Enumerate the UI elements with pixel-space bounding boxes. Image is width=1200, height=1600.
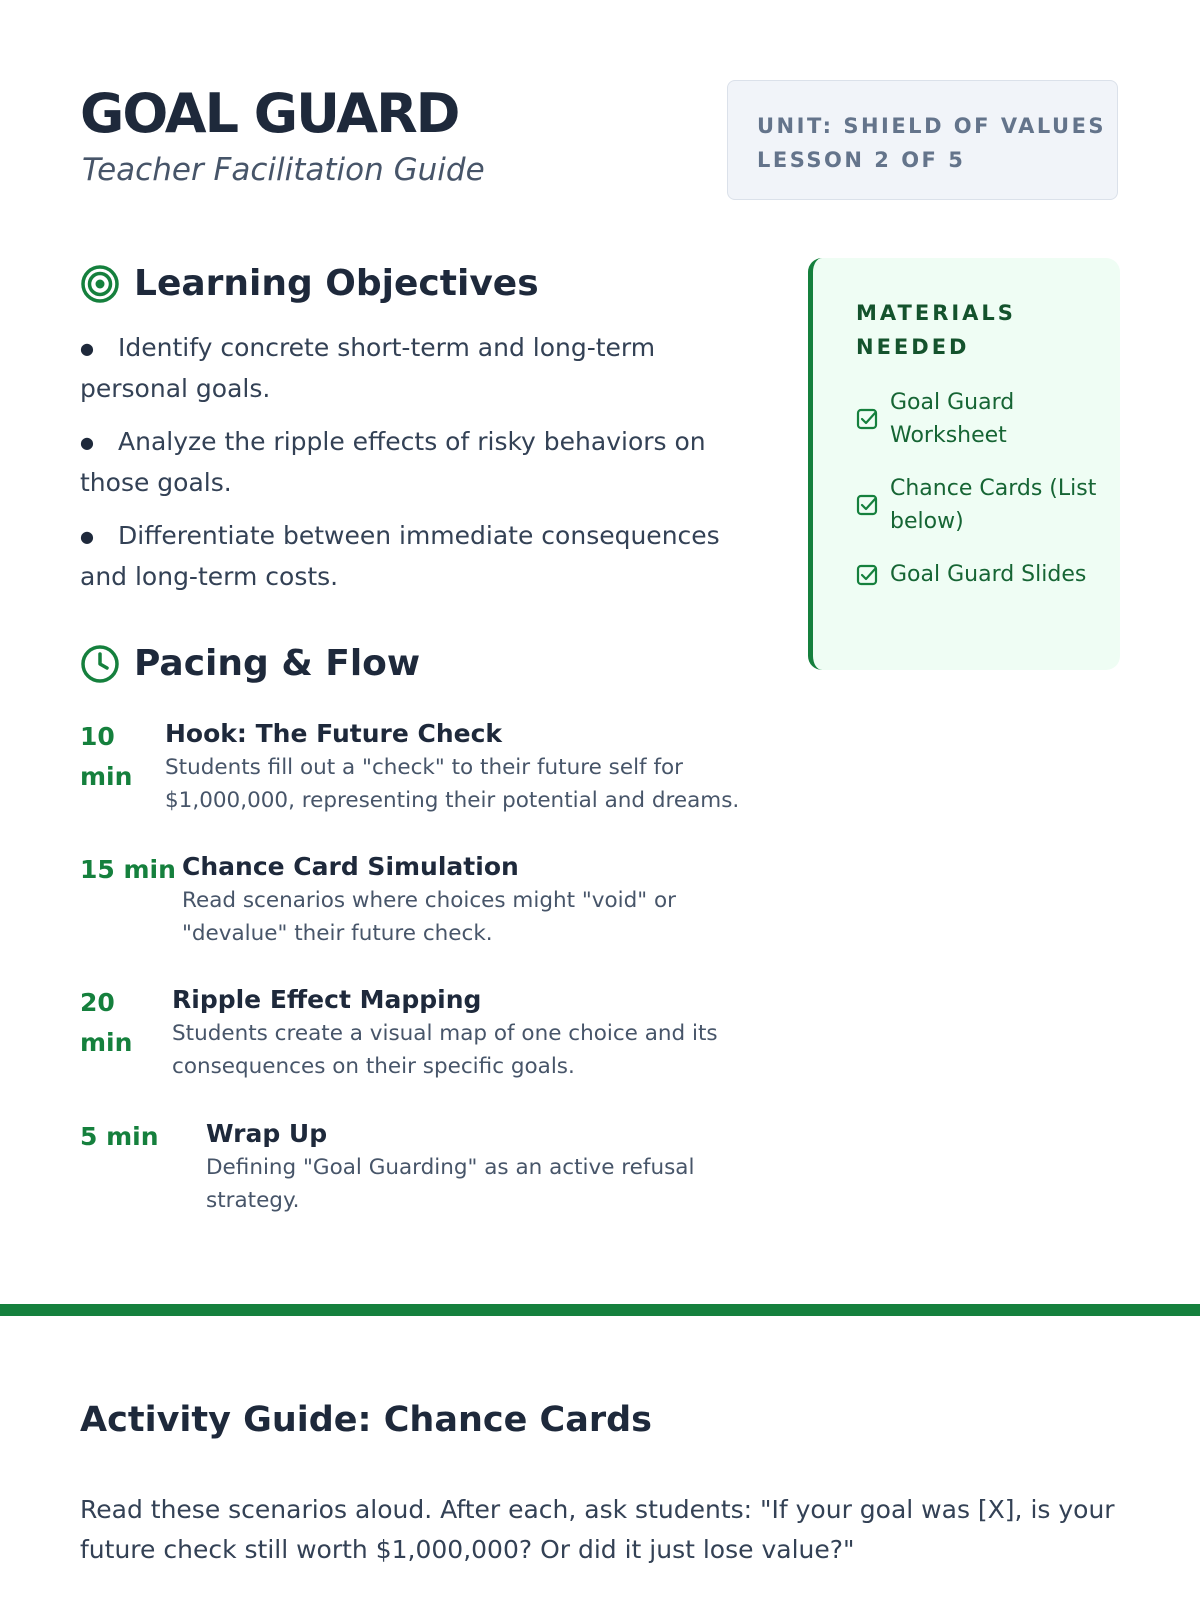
pacing-item xyxy=(80,717,760,817)
objective-text: Identify concrete short-term and long-term personal goals. xyxy=(80,333,656,403)
objective-item xyxy=(80,516,740,597)
objective-text: Analyze the ripple effects of risky behaviors on those goals. xyxy=(80,427,706,497)
activity-intro: Read these scenarios aloud. After each, ask students: "If your goal was [X], is your future check still worth $1,000,000? Or did it just lose value?" xyxy=(80,1495,1115,1564)
checkbox-icon xyxy=(856,408,878,430)
activity-heading: Activity Guide: Chance Cards xyxy=(80,1400,652,1440)
clock-icon xyxy=(80,644,120,684)
pacing-body xyxy=(165,717,760,817)
section-divider xyxy=(0,1304,1200,1316)
pacing-time: 10 min xyxy=(80,722,133,791)
material-text: Goal Guard Worksheet xyxy=(890,390,1015,448)
pacing-time: 5 min xyxy=(80,1122,159,1151)
pacing-item xyxy=(80,1117,760,1217)
unit-badge xyxy=(727,80,1118,200)
bullet-icon: ● xyxy=(80,433,94,452)
pacing-body xyxy=(206,1117,760,1217)
pacing-item xyxy=(80,850,760,950)
page-subtitle: Teacher Facilitation Guide xyxy=(82,152,485,188)
bullet-icon: ● xyxy=(80,527,94,546)
learning-objectives-title: Learning Objectives xyxy=(134,263,539,304)
target-icon xyxy=(80,264,120,304)
objective-item xyxy=(80,422,740,503)
pacing-body xyxy=(172,983,760,1083)
pacing-time: 15 min xyxy=(80,855,176,884)
learning-objectives-heading xyxy=(80,262,539,306)
page-title: GOAL GUARD xyxy=(80,82,459,145)
pacing-item-desc: Students create a visual map of one choice and its consequences on their specific goals. xyxy=(172,1021,718,1079)
material-item xyxy=(856,386,1100,452)
lesson-label: LESSON 2 OF 5 xyxy=(757,148,966,172)
objectives-list xyxy=(80,328,740,610)
bullet-icon: ● xyxy=(80,339,94,358)
pacing-body xyxy=(182,850,760,950)
pacing-item-title: Chance Card Simulation xyxy=(182,852,519,881)
materials-panel xyxy=(808,258,1120,670)
material-text: Goal Guard Slides xyxy=(890,562,1087,587)
objective-text: Differentiate between immediate consequences and long-term costs. xyxy=(80,521,720,591)
pacing-item-title: Wrap Up xyxy=(206,1119,328,1148)
material-item xyxy=(856,472,1100,538)
unit-label: UNIT: SHIELD OF VALUES xyxy=(757,114,1107,138)
pacing-item-title: Hook: The Future Check xyxy=(165,719,503,748)
pacing-heading xyxy=(80,642,420,686)
pacing-item-desc: Read scenarios where choices might "void" or "devalue" their future check. xyxy=(182,888,676,946)
materials-heading: MATERIALS NEEDED xyxy=(856,301,1016,359)
pacing-item-desc: Defining "Goal Guarding" as an active refusal strategy. xyxy=(206,1155,695,1213)
pacing-item-title: Ripple Effect Mapping xyxy=(172,985,482,1014)
pacing-item-desc: Students fill out a "check" to their future self for $1,000,000, representing their potential and dreams. xyxy=(165,755,740,813)
pacing-title: Pacing & Flow xyxy=(134,643,421,684)
objective-item xyxy=(80,328,740,409)
pacing-time: 20 min xyxy=(80,988,133,1057)
material-item xyxy=(856,558,1100,591)
checkbox-icon xyxy=(856,564,878,586)
pacing-item xyxy=(80,983,760,1083)
checkbox-icon xyxy=(856,494,878,516)
material-text: Chance Cards (List below) xyxy=(890,476,1097,534)
